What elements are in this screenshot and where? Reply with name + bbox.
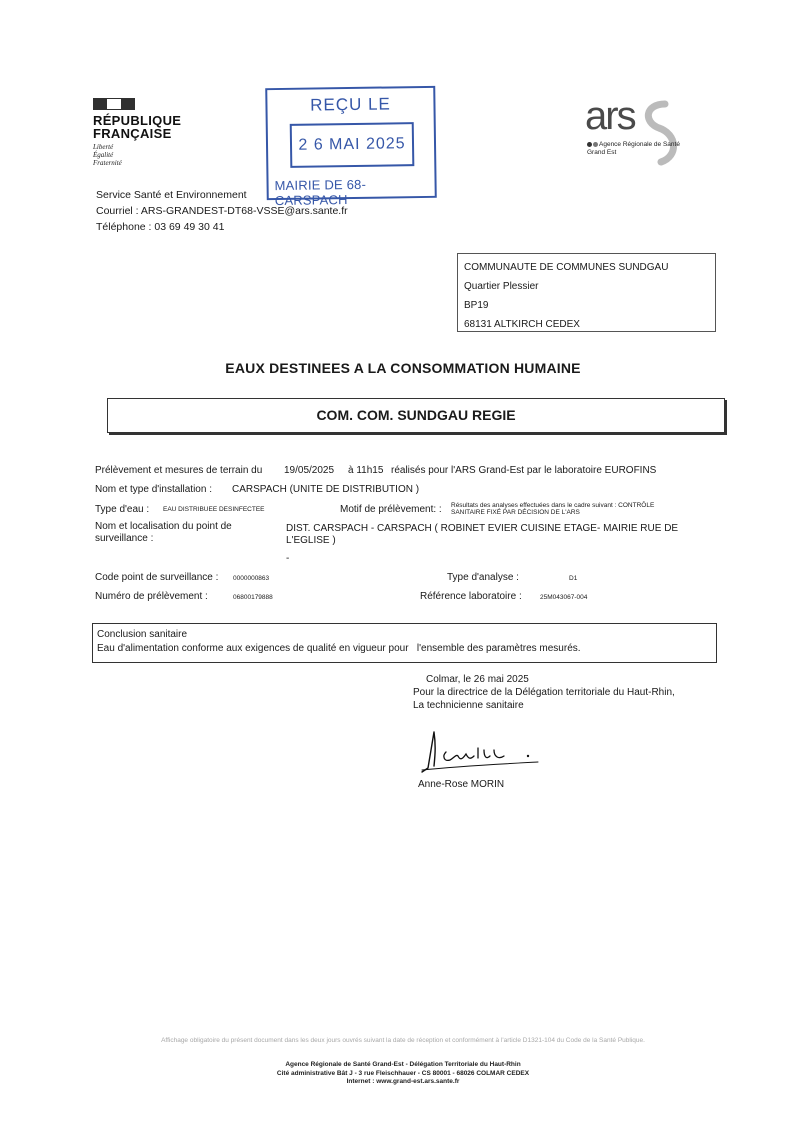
ars-word: ars bbox=[585, 94, 635, 138]
point-label-line1: Nom et localisation du point de bbox=[95, 521, 232, 532]
footer-address bbox=[0, 1061, 806, 1087]
conclusion-box bbox=[92, 623, 717, 663]
republique-francaise-logo bbox=[93, 98, 213, 167]
recipient-line: BP19 bbox=[464, 300, 489, 311]
signature-place-date: Colmar, le 26 mai 2025 bbox=[426, 674, 529, 685]
prelev-rest: réalisés pour l'ARS Grand-Est par le laboratoire EUROFINS bbox=[391, 465, 657, 476]
handwritten-signature bbox=[420, 726, 540, 776]
regie-name: COM. COM. SUNDGAU REGIE bbox=[316, 407, 516, 423]
reception-stamp bbox=[265, 86, 437, 209]
num-value: 06800179888 bbox=[233, 594, 273, 601]
sender-phone: Téléphone : 03 69 49 30 41 bbox=[96, 221, 225, 233]
ars-logo bbox=[585, 94, 695, 172]
signatory-name: Anne-Rose MORIN bbox=[418, 779, 505, 790]
recipient-line: COMMUNAUTE DE COMMUNES SUNDGAU bbox=[464, 262, 669, 273]
footer-address-line2: Cité administrative Bât J - 3 rue Fleischhauer - CS 80001 - 68026 COLMAR CEDEX bbox=[276, 1069, 530, 1077]
regie-box bbox=[107, 398, 725, 433]
point-dash: - bbox=[286, 553, 290, 564]
footer-note: Affichage obligatoire du présent document dans les deux jours ouvrés suivant la date de réception et conformément à l'article D1321-104 du Code de la Santé Publique. bbox=[161, 1037, 645, 1044]
motif-label: Motif de prélèvement: : bbox=[340, 504, 442, 515]
rf-motto bbox=[93, 143, 213, 167]
code-value: 0000000863 bbox=[233, 575, 270, 582]
stamp-place: MAIRIE DE 68-CARSPACH bbox=[274, 176, 367, 209]
recipient-line: Quartier Plessier bbox=[464, 281, 539, 292]
ref-value: 25M043067-004 bbox=[540, 594, 588, 601]
marianne-flag-icon bbox=[93, 98, 135, 110]
point-value-line2: L'EGLISE ) bbox=[286, 535, 336, 546]
install-value: CARSPACH (UNITE DE DISTRIBUTION ) bbox=[232, 484, 420, 495]
conclusion-heading: Conclusion sanitaire bbox=[97, 629, 188, 640]
water-value: EAU DISTRIBUEE DESINFECTEE bbox=[163, 506, 265, 513]
motif-value-line2: SANITAIRE FIXÉ PAR DÉCISION DE L'ARS bbox=[451, 509, 580, 516]
install-label: Nom et type d'installation : bbox=[95, 484, 212, 495]
recipient-address-box bbox=[457, 253, 716, 332]
document-title: EAUX DESTINEES A LA CONSOMMATION HUMAINE bbox=[225, 360, 581, 376]
prelev-date: 19/05/2025 bbox=[284, 465, 335, 476]
prelev-time: à 11h15 bbox=[348, 465, 384, 476]
signature-block bbox=[413, 673, 675, 712]
recipient-line: 68131 ALTKIRCH CEDEX bbox=[464, 319, 580, 330]
ars-subtitle bbox=[587, 141, 680, 157]
analysis-label: Type d'analyse : bbox=[447, 572, 519, 583]
num-label: Numéro de prélèvement : bbox=[95, 591, 208, 602]
point-label-line2: surveillance : bbox=[95, 533, 154, 544]
rf-motto-liberte: Liberté bbox=[93, 143, 114, 151]
motif-value-line1: Résultats des analyses effectuées dans le cadre suivant : CONTRÔLE bbox=[451, 502, 655, 509]
stamp-date-box bbox=[290, 122, 415, 168]
stamp-date: 2 6 MAI 2025 bbox=[298, 135, 406, 154]
footer-address-line3: Internet : www.grand-est.ars.sante.fr bbox=[346, 1078, 460, 1085]
conclusion-text: Eau d'alimentation conforme aux exigences de qualité en vigueur pour l'ensemble des paramètres mesurés. bbox=[97, 643, 581, 654]
sender-service: Service Santé et Environnement bbox=[96, 189, 247, 201]
point-value-line1: DIST. CARSPACH - CARSPACH ( ROBINET EVIER CUISINE ETAGE- MAIRIE RUE DE bbox=[286, 523, 679, 534]
code-label: Code point de surveillance : bbox=[95, 572, 219, 583]
ref-label: Référence laboratoire : bbox=[420, 591, 522, 602]
analysis-value: D1 bbox=[569, 575, 578, 582]
water-label: Type d'eau : bbox=[95, 504, 150, 515]
stamp-title: REÇU LE bbox=[309, 94, 391, 115]
signature-line2: La technicienne sanitaire bbox=[413, 700, 524, 711]
ars-subtitle-line2: Grand Est bbox=[587, 149, 617, 156]
prelev-label: Prélèvement et mesures de terrain du bbox=[95, 465, 263, 476]
sender-email: Courriel : ARS-GRANDEST-DT68-VSSE@ars.sante.fr bbox=[96, 205, 348, 217]
signature-line1: Pour la directrice de la Délégation territoriale du Haut-Rhin, bbox=[413, 687, 675, 698]
rf-motto-fraternite: Fraternité bbox=[93, 159, 122, 167]
rf-name-line2: FRANÇAISE bbox=[93, 126, 172, 141]
rf-motto-egalite: Égalité bbox=[93, 151, 114, 159]
rf-name-line1: RÉPUBLIQUE bbox=[93, 113, 182, 128]
sender-block bbox=[96, 187, 348, 235]
footer-address-line1: Agence Régionale de Santé Grand-Est - Délégation Territoriale du Haut-Rhin bbox=[285, 1061, 521, 1068]
ars-subtitle-line1: Agence Régionale de Santé bbox=[599, 141, 680, 148]
